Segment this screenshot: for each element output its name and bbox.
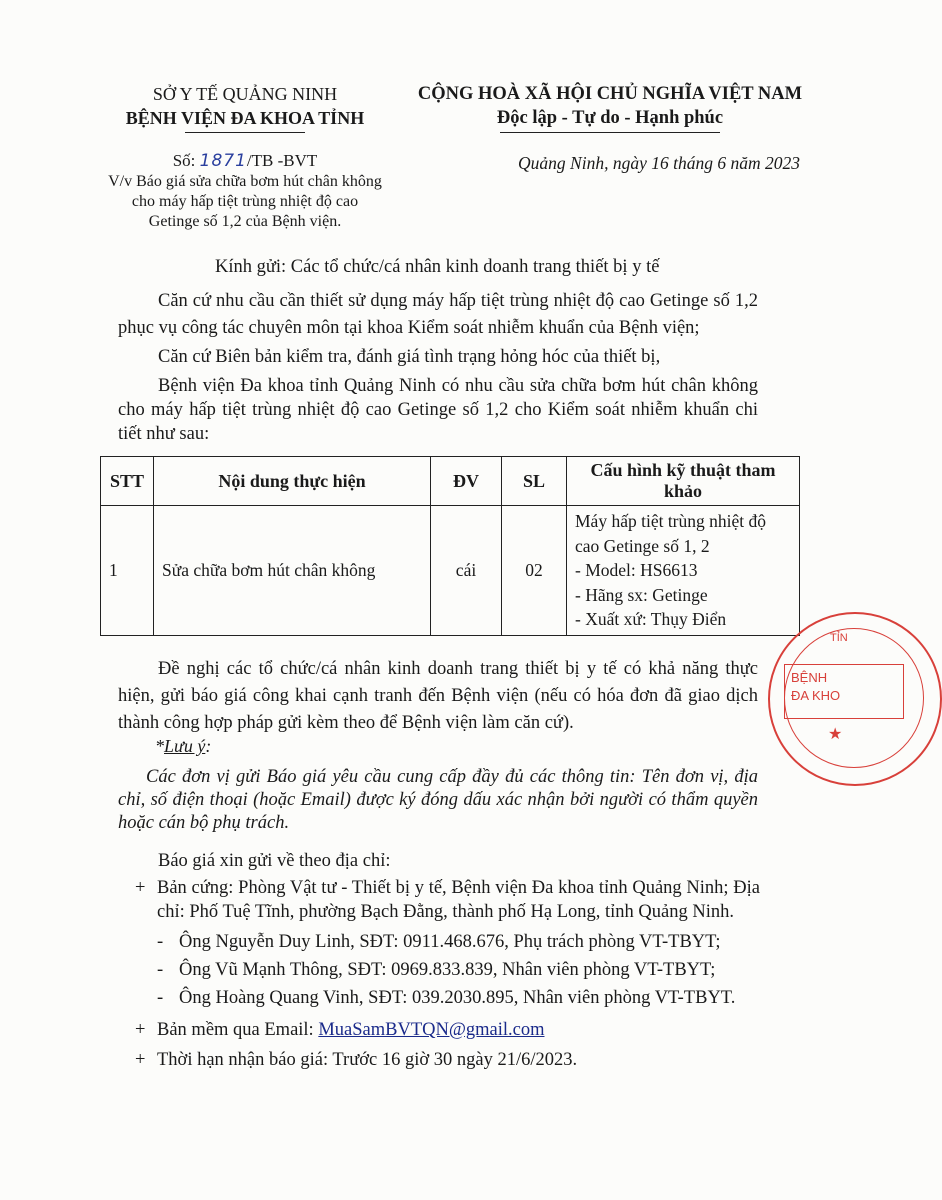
address-intro: Báo giá xin gửi về theo địa chỉ: [158, 851, 391, 871]
subject-line-3: Getinge số 1,2 của Bệnh viện. [148, 213, 342, 230]
paragraph-basis-2: Căn cứ Biên bản kiểm tra, đánh giá tình trạng hỏng hóc của thiết bị, [158, 347, 661, 367]
dash-marker: - [157, 960, 164, 980]
hard-copy-text: Bản cứng: Phòng Vật tư - Thiết bị y tế, Bệnh viện Đa khoa tỉnh Quảng Ninh; Địa chỉ: Phố Tuệ Tĩnh, phường Bạch Đằng, thành phố Hạ Long, tỉnh Quảng Ninh. [157, 878, 760, 922]
national-header [400, 82, 820, 133]
paragraph-basis-1: Căn cứ nhu cầu cần thiết sử dụng máy hấp tiệt trùng nhiệt độ cao Getinge số 1,2 phục vụ công tác chuyên môn tại khoa Kiểm soát nhiễm khuẩn của Bệnh viện; [118, 291, 758, 338]
header-content: Nội dung thực hiện [154, 457, 431, 506]
handwritten-number: 1871 [199, 151, 247, 171]
national-title: CỘNG HOÀ XÃ HỘI CHỦ NGHĨA VIỆT NAM [417, 84, 803, 104]
note-colon: : [205, 736, 212, 756]
soft-copy-item [135, 1018, 760, 1042]
cell-spec [567, 506, 800, 636]
document-date: Quảng Ninh, ngày 16 tháng 6 năm 2023 [518, 153, 800, 173]
spec-line: - Hãng sx: Getinge [575, 584, 708, 605]
stamp-star-icon: ★ [828, 726, 843, 743]
cell-unit: cái [431, 506, 502, 636]
header-spec: Cấu hình kỹ thuật tham khảo [567, 457, 800, 506]
header-underline [185, 132, 305, 133]
spec-line: Máy hấp tiệt trùng nhiệt độ cao Getinge số 1, 2 [575, 511, 767, 556]
national-motto: Độc lập - Tự do - Hạnh phúc [496, 108, 724, 128]
plus-marker: + [135, 1020, 146, 1040]
header-qty: SL [502, 457, 567, 506]
contact-item [157, 958, 760, 982]
contact-list [135, 930, 760, 1010]
spec-line: - Model: HS6613 [575, 560, 698, 580]
subject-line-2: cho máy hấp tiệt trùng nhiệt độ cao [131, 193, 359, 210]
contact-item [157, 930, 760, 954]
header-unit: ĐV [431, 457, 502, 506]
stamp-line-1: BỆNH [791, 670, 828, 685]
note-heading [155, 736, 211, 757]
table-row [101, 506, 800, 636]
soft-copy-label: Bản mềm qua Email: [157, 1020, 319, 1040]
contact-item [157, 986, 760, 1010]
red-seal-stamp [768, 612, 942, 786]
hard-copy-item [135, 876, 760, 924]
dash-marker: - [157, 988, 164, 1008]
issuer-header [95, 82, 395, 133]
contact-text: Ông Hoàng Quang Vinh, SĐT: 039.2030.895, Nhân viên phòng VT-TBYT. [179, 988, 736, 1008]
dash-marker: - [157, 932, 164, 952]
note-text: Các đơn vị gửi Báo giá yêu cầu cung cấp đầy đủ các thông tin: Tên đơn vị, địa chỉ, số điện thoại (hoặc Email) được ký đóng dấu xác nhận bởi người có thẩm quyền hoặc cán bộ phụ trách. [118, 767, 758, 833]
quote-table [100, 456, 800, 636]
paragraph-proposal: Đề nghị các tổ chức/cá nhân kinh doanh trang thiết bị y tế có khả năng thực hiện, gửi báo giá công khai cạnh tranh đến Bệnh viện (nếu có hóa đơn đã giao dịch thành công hợp pháp gửi kèm theo để Bệnh viện làm căn cứ). [118, 659, 758, 733]
note-label: Lưu ý [164, 736, 206, 756]
document-number [95, 150, 395, 172]
plus-marker: + [135, 1050, 146, 1070]
paragraph-request: Bệnh viện Đa khoa tỉnh Quảng Ninh có nhu cầu sửa chữa bơm hút chân không cho máy hấp tiệt trùng nhiệt độ cao Getinge số 1,2 cho Kiểm soát nhiễm khuẩn chi tiết như sau: [118, 376, 758, 444]
number-prefix: Số: [172, 151, 200, 170]
recipient-line: Kính gửi: Các tổ chức/cá nhân kinh doanh trang thiết bị y tế [215, 257, 660, 277]
spec-line: - Xuất xứ: Thụy Điển [575, 609, 727, 629]
header-stt: STT [101, 457, 154, 506]
table-header-row [101, 457, 800, 506]
number-suffix: /TB -BVT [246, 151, 318, 170]
plus-marker: + [135, 878, 146, 898]
hospital-name: BỆNH VIỆN ĐA KHOA TỈNH [125, 108, 365, 128]
contact-text: Ông Vũ Mạnh Thông, SĐT: 0969.833.839, Nhân viên phòng VT-TBYT; [179, 960, 716, 980]
stamp-text-box [784, 664, 904, 719]
stamp-line-2: ĐA KHO [791, 688, 841, 703]
department-name: SỞ Y TẾ QUẢNG NINH [152, 84, 338, 104]
note-star: * [155, 736, 164, 756]
subject-line-1: V/v Báo giá sửa chữa bơm hút chân không [108, 173, 382, 190]
address-list [135, 876, 760, 1072]
email-link[interactable]: MuaSamBVTQN@gmail.com [318, 1020, 545, 1040]
subject-line [95, 172, 395, 232]
stamp-top-text: TỈN [830, 632, 848, 644]
cell-qty: 02 [502, 506, 567, 636]
deadline-item [135, 1048, 760, 1072]
contact-text: Ông Nguyễn Duy Linh, SĐT: 0911.468.676, Phụ trách phòng VT-TBYT; [179, 932, 721, 952]
deadline-text: Thời hạn nhận báo giá: Trước 16 giờ 30 ngày 21/6/2023. [157, 1050, 578, 1070]
cell-content: Sửa chữa bơm hút chân không [154, 506, 431, 636]
motto-underline [500, 132, 720, 133]
cell-stt: 1 [101, 506, 154, 636]
